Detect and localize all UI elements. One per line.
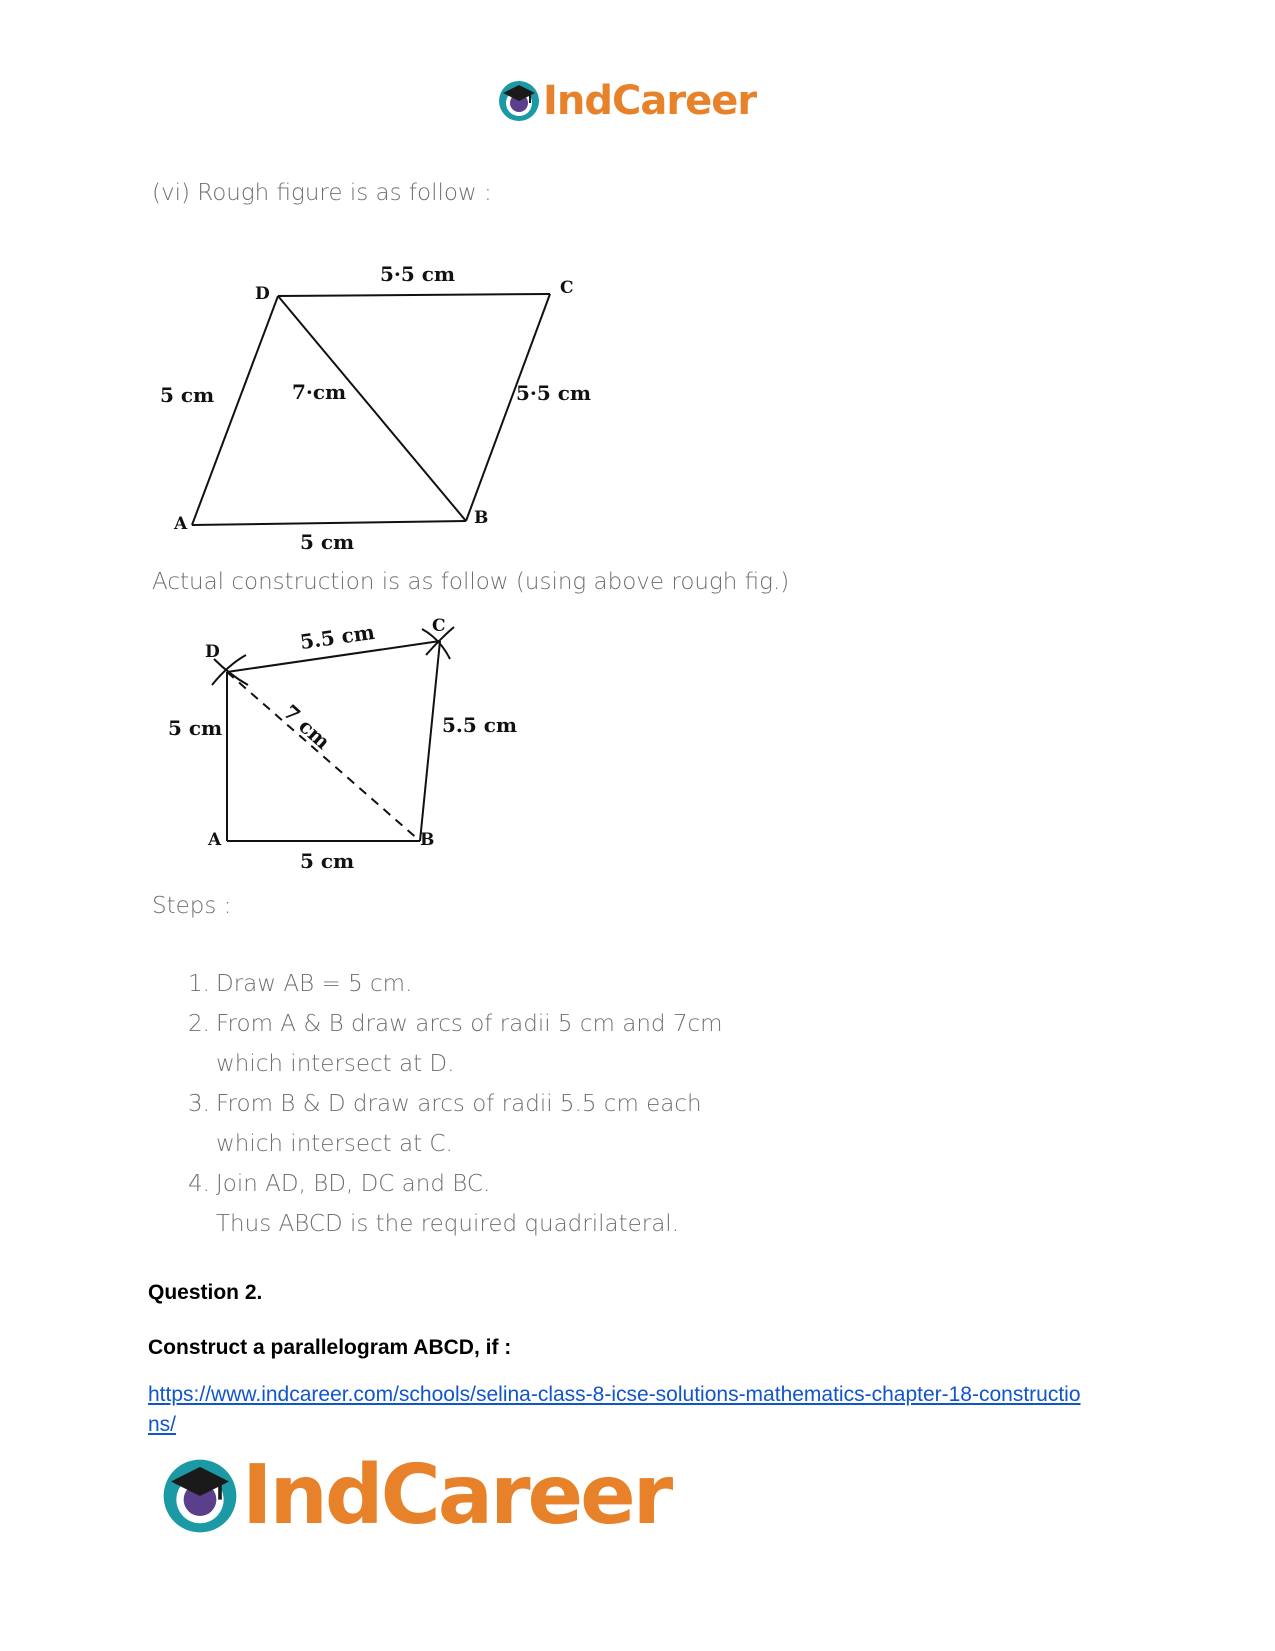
actual-label-bc: 5.5 cm [442, 713, 518, 737]
step-line: Draw AB = 5 cm. [216, 971, 413, 997]
actual-label-ad: 5 cm [168, 716, 223, 740]
actual-side-bc [420, 641, 440, 841]
graduation-cap-icon [497, 79, 541, 123]
footer-logo-text: IndCareer [242, 1448, 671, 1543]
rough-vertex-b: B [474, 508, 489, 528]
rough-vertex-c: C [560, 278, 574, 298]
rough-label-dc: 5·5 cm [380, 262, 456, 286]
actual-label-bd: 7 cm [278, 699, 335, 754]
question-number: Question 2. [148, 1281, 263, 1304]
list-item [188, 1084, 723, 1164]
step-line: From A & B draw arcs of radii 5 cm and 7cm [216, 1011, 723, 1037]
step-line: which intersect at D. [216, 1051, 455, 1077]
step-number: 3. [188, 1091, 210, 1117]
rough-vertex-a: A [174, 514, 188, 534]
step-line: From B & D draw arcs of radii 5.5 cm each [216, 1091, 702, 1117]
actual-vertex-b: B [420, 830, 435, 850]
steps-list [188, 964, 723, 1244]
actual-vertex-a: A [208, 830, 222, 850]
rough-vertex-d: D [255, 284, 270, 304]
actual-label-dc: 5.5 cm [298, 619, 377, 655]
list-item [188, 1164, 723, 1244]
list-item [188, 964, 723, 1004]
rough-side-ab [192, 521, 466, 525]
rough-figure [150, 255, 610, 555]
step-line: which intersect at C. [216, 1131, 453, 1157]
actual-vertex-c: C [432, 616, 446, 636]
rough-diagonal-bd [278, 296, 466, 521]
step-number: 1. [188, 971, 210, 997]
actual-diagonal-bd [227, 672, 420, 841]
rough-label-bd: 7·cm [292, 380, 347, 404]
rough-label-ab: 5 cm [300, 530, 355, 554]
footer-logo [160, 1448, 670, 1543]
steps-heading: Steps : [152, 893, 232, 919]
actual-construction-intro: Actual construction is as follow (using above rough fig.) [152, 569, 790, 595]
header-logo [497, 78, 756, 124]
header-logo-text: IndCareer [543, 78, 757, 124]
list-item [188, 1004, 723, 1084]
rough-label-ad: 5 cm [160, 383, 215, 407]
rough-label-bc: 5·5 cm [516, 381, 592, 405]
step-line: Join AD, BD, DC and BC. [216, 1171, 491, 1197]
source-link[interactable]: https://www.indcareer.com/schools/selina-class-8-icse-solutions-mathematics-chapter-18-constructions/ [148, 1383, 1081, 1436]
step-line: Thus ABCD is the required quadrilateral. [216, 1211, 680, 1237]
rough-side-bc [466, 294, 550, 521]
step-number: 2. [188, 1011, 210, 1037]
question-prompt: Construct a parallelogram ABCD, if : [148, 1336, 512, 1359]
actual-construction-figure [150, 615, 530, 875]
step-number: 4. [188, 1171, 210, 1197]
actual-vertex-d: D [205, 642, 220, 662]
rough-figure-intro: (vi) Rough figure is as follow : [152, 180, 492, 206]
actual-label-ab: 5 cm [300, 849, 355, 873]
rough-side-dc [278, 294, 550, 296]
rough-side-ad [192, 296, 278, 525]
graduation-cap-icon [160, 1456, 240, 1536]
